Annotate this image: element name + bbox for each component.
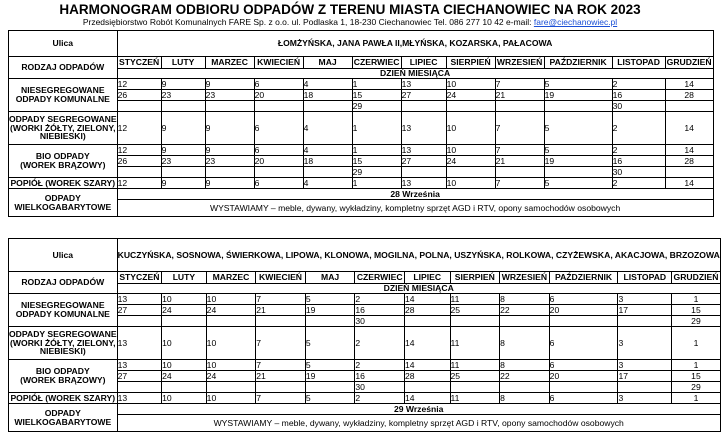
pickup-day: 21	[256, 371, 306, 382]
table-row	[9, 239, 721, 272]
schedule-table-2	[8, 238, 721, 432]
pickup-day	[256, 316, 306, 327]
pickup-day: 3	[618, 327, 672, 360]
pickup-day	[162, 382, 207, 393]
pickup-day: 15	[352, 90, 401, 101]
pickup-day: 14	[404, 294, 450, 305]
pickup-day: 21	[256, 305, 306, 316]
pickup-day	[404, 316, 450, 327]
pickup-day: 28	[404, 305, 450, 316]
table-row	[9, 294, 721, 305]
pickup-day: 14	[404, 393, 450, 404]
pickup-day	[401, 101, 446, 112]
pickup-day: 7	[256, 327, 306, 360]
pickup-day	[117, 316, 162, 327]
waste-type-header: RODZAJ ODPADÓW	[9, 272, 118, 294]
pickup-day	[205, 167, 254, 178]
pickup-day: 13	[117, 294, 162, 305]
pickup-day: 8	[500, 393, 550, 404]
pickup-day	[446, 167, 495, 178]
pickup-day: 5	[305, 393, 355, 404]
month-header: GRUDZIEŃ	[673, 272, 719, 283]
pickup-day: 7	[256, 393, 306, 404]
pickup-day: 13	[117, 393, 162, 404]
table-row	[9, 178, 714, 189]
pickup-day: 11	[450, 294, 500, 305]
street-list: ŁOMŻYŃSKA, JANA PAWŁA II,MŁYŃSKA, KOZARSKA, PAŁACOWA	[117, 31, 713, 57]
pickup-day	[549, 316, 618, 327]
pickup-day: 18	[303, 156, 352, 167]
waste-type-segregated	[9, 112, 118, 145]
waste-type-bio	[9, 145, 118, 178]
pickup-day	[305, 316, 355, 327]
pickup-day: 3	[618, 360, 672, 371]
month-header: CZERWIEC	[356, 272, 403, 283]
pickup-day	[495, 101, 544, 112]
pickup-day: 5	[544, 178, 612, 189]
table-row	[9, 393, 721, 404]
pickup-day: 10	[446, 178, 495, 189]
pickup-day: 29	[672, 316, 721, 327]
pickup-day: 13	[117, 327, 162, 360]
pickup-day	[544, 101, 612, 112]
pickup-day: 27	[401, 156, 446, 167]
pickup-day: 9	[161, 145, 205, 156]
pickup-day: 9	[205, 79, 254, 90]
pickup-day: 4	[303, 79, 352, 90]
waste-label: BIO ODPADY	[35, 151, 90, 162]
pickup-day: 1	[672, 393, 721, 404]
pickup-day: 16	[355, 371, 405, 382]
pickup-day	[205, 101, 254, 112]
pickup-day: 29	[352, 101, 401, 112]
pickup-day: 23	[161, 90, 205, 101]
pickup-day: 24	[446, 156, 495, 167]
pickup-day	[618, 316, 672, 327]
pickup-day: 10	[162, 393, 207, 404]
pickup-day: 25	[450, 305, 500, 316]
pickup-day	[450, 316, 500, 327]
pickup-day: 16	[355, 305, 405, 316]
pickup-day	[450, 382, 500, 393]
pickup-day	[303, 167, 352, 178]
pickup-day: 15	[672, 305, 721, 316]
month-header: LUTY	[161, 57, 205, 69]
pickup-day: 1	[352, 145, 401, 156]
pickup-day: 22	[500, 305, 550, 316]
table-row	[9, 57, 714, 69]
pickup-day: 23	[205, 90, 254, 101]
pickup-day	[161, 101, 205, 112]
pickup-day: 1	[352, 79, 401, 90]
pickup-day: 13	[401, 178, 446, 189]
month-header: LISTOPAD	[612, 57, 665, 69]
month-header: KWIECIEŃ	[254, 57, 303, 69]
waste-type-ash	[9, 393, 118, 404]
pickup-day: 17	[618, 305, 672, 316]
pickup-day: 20	[254, 90, 303, 101]
pickup-day: 10	[162, 294, 207, 305]
pickup-day: 29	[352, 167, 401, 178]
bulky-pickup-date: 29 Września	[117, 404, 720, 415]
pickup-day: 6	[254, 178, 303, 189]
pickup-day: 20	[254, 156, 303, 167]
day-of-month-header: DZIEŃ MIESIĄCA	[117, 69, 713, 79]
waste-label: ODPADY	[44, 407, 81, 418]
pickup-day: 23	[161, 156, 205, 167]
pickup-day: 23	[205, 156, 254, 167]
pickup-day: 2	[612, 112, 665, 145]
month-header: WRZESIEŃ	[500, 272, 550, 284]
pickup-day: 12	[117, 112, 161, 145]
table-row	[9, 79, 714, 90]
pickup-day: 10	[206, 360, 256, 371]
pickup-day: 15	[672, 371, 721, 382]
pickup-day: 7	[256, 294, 306, 305]
month-header: LISTOPAD	[618, 272, 672, 284]
pickup-day	[117, 382, 162, 393]
pickup-day: 20	[549, 371, 618, 382]
pickup-day	[117, 101, 161, 112]
waste-type-mixed	[9, 294, 118, 327]
waste-label: POPIÓŁ (WOREK SZARY)	[10, 392, 116, 403]
pickup-day	[161, 167, 205, 178]
pickup-day: 27	[117, 371, 162, 382]
pickup-day: 8	[500, 360, 550, 371]
pickup-day: 2	[355, 360, 405, 371]
pickup-day	[305, 382, 355, 393]
pickup-day: 19	[544, 90, 612, 101]
pickup-day: 2	[612, 178, 665, 189]
pickup-day: 12	[117, 178, 161, 189]
pickup-day: 9	[205, 112, 254, 145]
pickup-day: 29	[672, 382, 721, 393]
pickup-day: 28	[404, 371, 450, 382]
table-row	[9, 327, 721, 360]
pickup-day: 10	[206, 327, 256, 360]
pickup-day: 30	[355, 316, 405, 327]
pickup-day	[254, 167, 303, 178]
waste-label: ODPADY KOMUNALNE	[15, 309, 110, 319]
pickup-day: 2	[355, 393, 405, 404]
waste-label: ODPADY SEGREGOWANE	[9, 329, 117, 340]
pickup-day	[162, 316, 207, 327]
pickup-day: 18	[303, 90, 352, 101]
pickup-day: 21	[495, 156, 544, 167]
waste-type-header: RODZAJ ODPADÓW	[9, 57, 118, 79]
pickup-day: 12	[117, 79, 161, 90]
pickup-day: 16	[612, 156, 665, 167]
month-header: PAŹDZIERNIK	[549, 272, 618, 284]
pickup-day	[303, 101, 352, 112]
pickup-day	[401, 167, 446, 178]
table-row	[9, 360, 721, 371]
pickup-day: 7	[256, 360, 306, 371]
pickup-day: 30	[612, 167, 665, 178]
pickup-day	[117, 167, 161, 178]
pickup-day: 9	[205, 178, 254, 189]
table-row	[9, 404, 721, 415]
pickup-day	[544, 167, 612, 178]
pickup-day	[254, 101, 303, 112]
pickup-day: 24	[206, 305, 256, 316]
month-header: GRUDZIEŃ	[666, 57, 712, 68]
pickup-day: 24	[446, 90, 495, 101]
pickup-day: 10	[206, 393, 256, 404]
pickup-day: 6	[549, 393, 618, 404]
bulky-pickup-date: 28 Września	[117, 189, 713, 200]
month-header: MARZEC	[206, 272, 256, 284]
month-header: LIPIEC	[401, 57, 446, 69]
pickup-day: 24	[162, 371, 207, 382]
pickup-day	[618, 382, 672, 393]
waste-type-bulky	[9, 189, 118, 217]
pickup-day: 3	[618, 393, 672, 404]
pickup-day: 7	[495, 145, 544, 156]
pickup-day: 21	[495, 90, 544, 101]
pickup-day: 19	[305, 371, 355, 382]
street-list: KUCZYŃSKA, SOSNOWA, ŚWIERKOWA, LIPOWA, KLONOWA, MOGILNA, POLNA, USZYŃSKA, ROLKOWA, CZYŻEWSKA, AKACJOWA, BRZOZOWA	[117, 239, 720, 272]
waste-type-segregated	[9, 327, 118, 360]
month-header: CZERWIEC	[353, 57, 400, 68]
pickup-day: 2	[612, 79, 665, 90]
table-row	[9, 31, 714, 57]
pickup-day: 5	[305, 294, 355, 305]
pickup-day: 1	[672, 360, 721, 371]
month-header: LUTY	[162, 272, 207, 284]
page-title: HARMONOGRAM ODBIORU ODPADÓW Z TERENU MIASTA CIECHANOWIEC NA ROK 2023	[59, 2, 641, 17]
pickup-day: 6	[254, 112, 303, 145]
pickup-day: 30	[612, 101, 665, 112]
pickup-day: 19	[305, 305, 355, 316]
table-row	[9, 145, 714, 156]
email-link[interactable]: fare@ciechanowiec.pl	[533, 17, 618, 27]
pickup-day: 25	[450, 371, 500, 382]
pickup-day: 7	[495, 112, 544, 145]
pickup-day: 10	[162, 360, 207, 371]
pickup-day	[665, 167, 713, 178]
waste-type-mixed	[9, 79, 118, 112]
waste-type-ash	[9, 178, 118, 189]
bulky-items-info: WYSTAWIAMY – meble, dywany, wykładziny, kompletny sprzęt AGD i RTV, opony samochodów osobowych	[117, 415, 720, 432]
pickup-day: 4	[303, 112, 352, 145]
pickup-day	[256, 382, 306, 393]
pickup-day: 2	[612, 145, 665, 156]
pickup-day	[495, 167, 544, 178]
pickup-day: 14	[665, 178, 713, 189]
month-header: MAJ	[305, 272, 355, 284]
pickup-day: 11	[450, 393, 500, 404]
pickup-day: 22	[500, 371, 550, 382]
pickup-day	[500, 316, 550, 327]
waste-label: ODPADY SEGREGOWANE	[9, 114, 117, 125]
pickup-day: 19	[544, 156, 612, 167]
pickup-day: 10	[162, 327, 207, 360]
pickup-day: 7	[495, 178, 544, 189]
pickup-day: 1	[352, 178, 401, 189]
pickup-day: 14	[404, 360, 450, 371]
waste-type-bio	[9, 360, 118, 393]
pickup-day: 11	[450, 360, 500, 371]
pickup-day: 5	[544, 145, 612, 156]
pickup-day: 6	[254, 79, 303, 90]
street-header-label: Ulica	[9, 31, 118, 57]
waste-label: BIO ODPADY	[35, 366, 90, 377]
pickup-day: 3	[618, 294, 672, 305]
pickup-day: 28	[665, 90, 713, 101]
pickup-day: 26	[117, 90, 161, 101]
pickup-day: 15	[352, 156, 401, 167]
pickup-day: 1	[672, 327, 721, 360]
pickup-day: 9	[161, 178, 205, 189]
waste-label: WIELKOGABARYTOWE	[14, 201, 112, 212]
pickup-day: 4	[303, 178, 352, 189]
pickup-day: 14	[665, 145, 713, 156]
street-header-label: Ulica	[9, 239, 118, 272]
pickup-day: 5	[544, 79, 612, 90]
table-row	[9, 189, 714, 200]
pickup-day: 20	[549, 305, 618, 316]
pickup-day	[500, 382, 550, 393]
pickup-day: 13	[401, 79, 446, 90]
pickup-day: 7	[495, 79, 544, 90]
pickup-day: 12	[117, 145, 161, 156]
pickup-day	[549, 382, 618, 393]
pickup-day	[404, 382, 450, 393]
pickup-day: 17	[618, 371, 672, 382]
waste-label: WIELKOGABARYTOWE	[14, 416, 112, 427]
pickup-day: 6	[549, 360, 618, 371]
pickup-day	[446, 101, 495, 112]
pickup-day: 14	[404, 327, 450, 360]
month-header: WRZESIEŃ	[496, 57, 543, 68]
pickup-day: 14	[665, 79, 713, 90]
month-header: MARZEC	[205, 57, 254, 69]
pickup-day: 10	[446, 145, 495, 156]
waste-label: NIESEGREGOWANE	[21, 85, 105, 96]
waste-label: POPIÓŁ (WOREK SZARY)	[10, 177, 116, 188]
waste-label: (WOREK BRĄZOWY)	[20, 375, 106, 385]
waste-label: (WORKI ŻÓŁTY, ZIELONY,	[10, 337, 116, 348]
bulky-items-info: WYSTAWIAMY – meble, dywany, wykładziny, kompletny sprzęt AGD i RTV, opony samochodów osobowych	[117, 200, 713, 217]
month-header: MAJ	[303, 57, 352, 69]
pickup-day: 13	[401, 112, 446, 145]
pickup-day: 6	[549, 294, 618, 305]
pickup-day: 5	[305, 327, 355, 360]
pickup-day: 13	[401, 145, 446, 156]
pickup-day: 9	[161, 79, 205, 90]
pickup-day: 27	[117, 305, 162, 316]
pickup-day: 8	[500, 327, 550, 360]
pickup-day: 6	[549, 327, 618, 360]
pickup-day: 13	[117, 360, 162, 371]
waste-label: NIEBIESKI)	[39, 346, 86, 357]
pickup-day: 5	[305, 360, 355, 371]
month-header: STYCZEŃ	[119, 57, 160, 68]
pickup-day: 27	[401, 90, 446, 101]
pickup-day: 1	[672, 294, 721, 305]
pickup-day: 1	[352, 112, 401, 145]
schedule-table-1	[8, 30, 714, 217]
waste-label: ODPADY	[44, 192, 81, 203]
table-row	[9, 112, 714, 145]
waste-type-bulky	[9, 404, 118, 432]
pickup-day	[665, 101, 713, 112]
pickup-day: 16	[612, 90, 665, 101]
month-header: LIPIEC	[404, 272, 450, 284]
pickup-day: 24	[162, 305, 207, 316]
pickup-day: 26	[117, 156, 161, 167]
waste-label: NIESEGREGOWANE	[21, 300, 105, 311]
month-header: STYCZEŃ	[117, 272, 162, 284]
pickup-day: 10	[446, 79, 495, 90]
month-header: KWIECIEŃ	[256, 272, 306, 284]
company-address: Przedsiębiorstwo Robót Komunalnych FARE Sp. z o.o. ul. Podlaska 1, 18-230 Ciechanowiec Tel. 086 277 10 42 e-mail:	[82, 17, 534, 27]
table-row	[9, 272, 721, 284]
pickup-day: 6	[254, 145, 303, 156]
pickup-day: 24	[206, 371, 256, 382]
pickup-day: 4	[303, 145, 352, 156]
pickup-day: 11	[450, 327, 500, 360]
pickup-day: 10	[446, 112, 495, 145]
pickup-day: 2	[355, 294, 405, 305]
pickup-day: 2	[355, 327, 405, 360]
pickup-day: 5	[544, 112, 612, 145]
pickup-day	[206, 382, 256, 393]
pickup-day: 14	[665, 112, 713, 145]
pickup-day	[206, 316, 256, 327]
pickup-day: 30	[355, 382, 405, 393]
month-header: SIERPIEŃ	[450, 272, 500, 284]
pickup-day: 10	[206, 294, 256, 305]
pickup-day: 9	[161, 112, 205, 145]
month-header: PAŹDZIERNIK	[544, 57, 612, 69]
pickup-day: 9	[205, 145, 254, 156]
waste-label: NIEBIESKI)	[39, 131, 86, 142]
day-of-month-header: DZIEŃ MIESIĄCA	[117, 284, 720, 294]
month-header: SIERPIEŃ	[446, 57, 495, 69]
pickup-day: 8	[500, 294, 550, 305]
waste-label: ODPADY KOMUNALNE	[15, 94, 110, 104]
company-info	[0, 17, 700, 27]
waste-label: (WORKI ŻÓŁTY, ZIELONY,	[10, 122, 116, 133]
waste-label: (WOREK BRĄZOWY)	[20, 160, 106, 170]
pickup-day: 28	[665, 156, 713, 167]
